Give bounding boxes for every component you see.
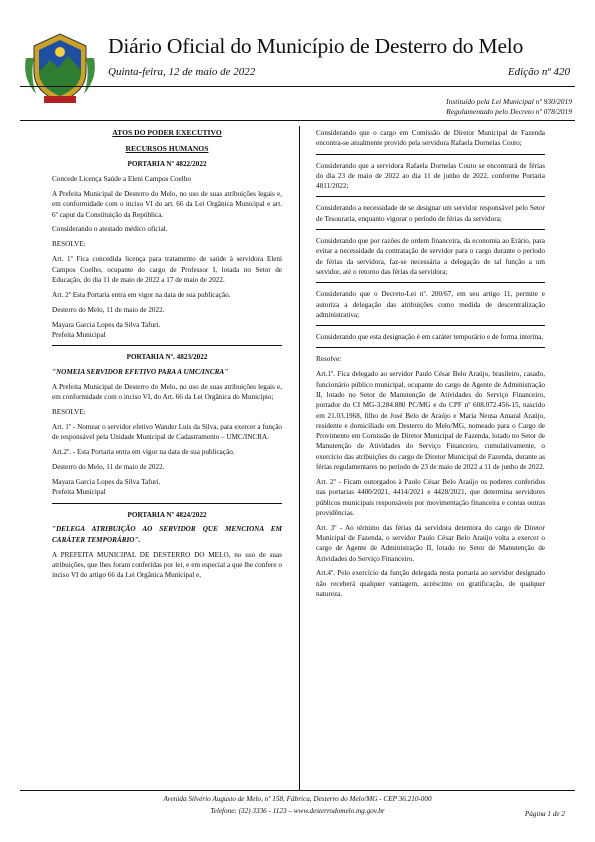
right-column — [316, 128, 545, 604]
portaria-4822-considering: Considerando o atestado médico oficial. — [52, 225, 168, 234]
left-column — [52, 128, 282, 585]
separator — [52, 503, 282, 504]
separator — [316, 282, 545, 283]
municipal-crest-logo — [20, 28, 100, 106]
article-1: Art.1º. Fica delegado ao servidor Paulo César Belo Araújo, brasileiro, casado, funcionário público municipal, ocupante do cargo de Agente de Administração II, lotado no Setor de Manutenção de Atividades do Serviço Financeiro, portador do CI MG-3.284.880 PC/MG e do CPF nº 608.072.456-15, nascido em 21.03.1968, filho de José Belo de Araújo e Maria Neusa Amaral Araújo, residente e domiciliado em Desterro do Melo/MG, nomeado para o Cargo de Provimento em Comissão de Diretor Municipal de Fazenda, lotado no Setor de Manutenção de Atividades do Serviço Financeiro, cumulativamente, o exercício das atribuições do cargo de Diretor Municipal de Fazenda, durante as férias regulamentares no período de 23 de maio de 2022 a 11 de junho de 2022. — [316, 370, 545, 472]
article-3: Art. 3º - Ao término das férias da servidora detentora do cargo de Diretor Municipal de Fazenda, o servidor Paulo César Belo Araújo volta a exercer o cargo de Agente de Administração II, lotado no Setor de Manutenção de Atividades do Serviço Financeiro. — [316, 523, 545, 563]
article-2: Art. 2º - Ficam outorgados à Paulo César Belo Araújo os poderes conferidos nas portarias 4400/2021, 4414/2021 e 4428/2021, que determina servidores públicos municipais responsáveis por movimentação financeira e contas outras providências. — [316, 477, 545, 517]
signer-role: Prefeita Municipal — [52, 488, 106, 497]
considering-3: Considerando a necessidade de se designar um servidor responsável pelo Setor de Tesouraria, enquanto vigorar o período de férias da servidora; — [316, 204, 545, 223]
portaria-4823-art1: Art. 1º - Nomear o servidor efetivo Wander Luis da Silva, para exercer a função de responsável pela Unidade Municipal de Cadastramento – UMC/INCRA. — [52, 422, 282, 442]
section-title: ATOS DO PODER EXECUTIVO — [112, 128, 222, 137]
footer-rule — [20, 790, 575, 791]
signer-name: Mayara Garcia Lopes da Silva Tafuri. — [52, 477, 161, 486]
portaria-4822-summary: Concede Licença Saúde a Eleni Campos Coelho — [52, 175, 191, 184]
separator — [316, 325, 545, 326]
portaria-4823-summary: "NOMEIA SERVIDOR EFETIVO PARA A UMC/INCRA" — [52, 367, 229, 376]
header — [20, 28, 575, 106]
footer-phone: Telefone: (32) 3336 - 1123 – www.desterrodomelo.mg.gov.br — [210, 807, 385, 815]
signer-role: Prefeita Municipal — [52, 330, 106, 339]
signer-name: Mayara Garcia Lopes da Silva Tafuri. — [52, 320, 161, 329]
top-rule — [20, 120, 575, 121]
portaria-4823-art2: Art.2º. - Esta Portaria entra em vigor na data de sua publicação. — [52, 448, 235, 457]
portaria-4822-signature — [52, 320, 282, 341]
resolve-label: Resolve: — [316, 355, 342, 364]
portaria-4824-title: PORTARIA Nº 4824/2022 — [127, 510, 207, 519]
considering-1: Considerando que o cargo em Comissão de Diretor Municipal de Fazenda encontra-se atualmente provido pela servidora Rafaela Dornelas Couto; — [316, 129, 545, 148]
separator — [316, 229, 545, 230]
separator — [52, 345, 282, 346]
considering-2: Considerando que a servidora Rafaela Dornelas Couto se encontrará de férias do dia 23 de maio de 2022 ao dia 11 de junho de 2022, conforme Portaria 4811/2022; — [316, 161, 545, 191]
portaria-4822-place: Desterro do Melo, 11 de maio de 2022. — [52, 305, 165, 314]
portaria-4824-summary: "DELEGA ATRIBUIÇÃO AO SERVIDOR QUE MENCIONA EM CARÁTER TEMPORÁRIO". — [52, 525, 282, 544]
considering-5: Considerando que o Decreto-Lei nº. 200/67, em seu artigo 11, permite e autoriza a delegação das atribuições como medida de descentralização administrativa; — [316, 290, 545, 319]
portaria-4823-title: PORTARIA Nº. 4823/2022 — [126, 353, 208, 362]
considering-4: Considerando que por razões de ordem financeira, da economia ao Erário, para evitar a necessidade da contratação de servidor para o cargo durante o período de férias da servidora, faz-se necessária a delegação de tal função a um servidor, até o retorno das férias da servidora; — [316, 237, 545, 276]
separator — [316, 196, 545, 197]
portaria-4822-title: PORTARIA Nº 4822/2022 — [127, 160, 207, 169]
portaria-4823-signature — [52, 477, 282, 498]
portaria-4822-art2: Art. 2º Esta Portaria entra em vigor na data de sua publicação. — [52, 290, 231, 299]
newspaper-title: Diário Oficial do Município de Desterro do Melo — [108, 34, 524, 58]
header-rule — [20, 86, 575, 87]
regulation-decree: Regulamentado pelo Decreto nº 078/2019 — [446, 107, 572, 116]
considering-6: Considerando que esta designação é em caráter temporário e de forma interina, — [316, 333, 544, 342]
article-4: Art.4º. Pelo exercício da função delegada nesta portaria ao servidor designado não receberá qualquer vantagem, acréscimo ou gratificação, de qualquer natureza. — [316, 569, 545, 599]
portaria-4823-resolve: RESOLVE: — [52, 408, 86, 417]
edition-number: Edição nº 420 — [507, 66, 570, 78]
footer-address: Avenida Silvério Augusto de Melo, nº 158, Fábrica, Desterro do Melo/MG - CEP 36.210-000 — [163, 795, 432, 803]
separator — [316, 347, 545, 348]
issue-date: Quinta-feira, 12 de maio de 2022 — [108, 66, 256, 78]
subsection-title: RECURSOS HUMANOS — [125, 144, 209, 154]
portaria-4822-art1: Art. 1º Fica concedida licença para tratamento de saúde à servidora Eleni Campos Coelho, ocupante do cargo de Professor I, lotada no Setor de Educação, do dia 11 de maio de 2022 a 17 de maio de 2022. — [52, 255, 282, 284]
portaria-4823-preamble: A Prefeita Municipal de Desterro do Melo, no uso de suas atribuições legais e, em conformidade com o inciso VI, do Art. 66 da Lei Orgânica do Município; — [52, 382, 282, 402]
portaria-4822-resolve: RESOLVE: — [52, 240, 86, 249]
institution-law: Instituído pela Lei Municipal nº 930/2019 — [446, 97, 572, 106]
portaria-4822-preamble: A Prefeita Municipal de Desterro do Melo, no uso de suas atribuições legais e, em conformidade com o inciso VI do art. 66 da Lei Orgânica Municipal e art. 6º caput da Constituição da República. — [52, 189, 282, 219]
portaria-4823-place: Desterro do Melo, 11 de maio de 2022. — [52, 463, 165, 472]
column-divider — [299, 126, 300, 790]
portaria-4824-preamble: A PREFEITA MUNICIPAL DE DESTERRO DO MELO, no uso de suas atribuições, que lhes foram conferidas por lei, e em especial a que lhe confere o inciso VI do artigo 66 da Lei Orgânica Municipal e, — [52, 550, 282, 580]
page-number: Página 1 de 2 — [524, 810, 565, 818]
separator — [316, 154, 545, 155]
